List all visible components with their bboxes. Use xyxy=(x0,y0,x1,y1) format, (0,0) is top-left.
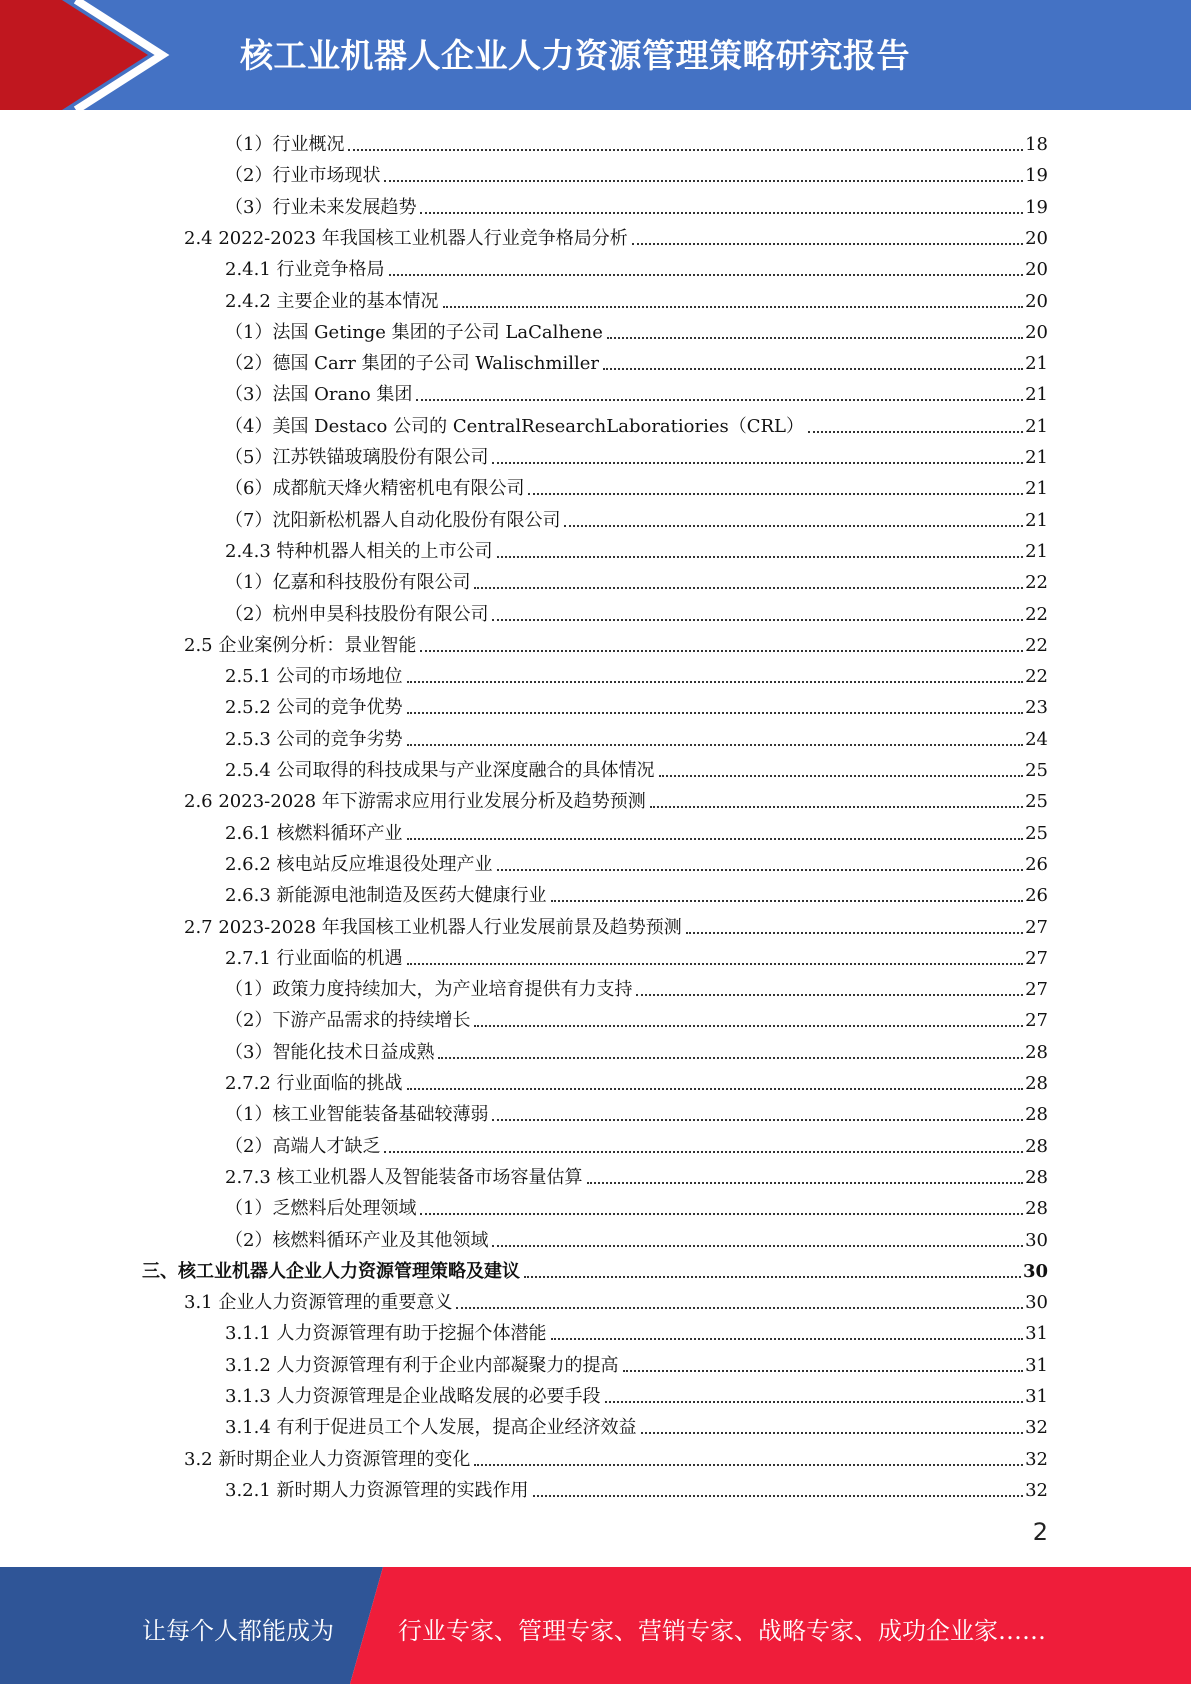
toc-dot-leader xyxy=(474,586,1023,589)
toc-entry-page: 28 xyxy=(1025,1166,1048,1188)
toc-entry-label: 2.4.3 特种机器人相关的上市公司 xyxy=(225,540,493,562)
toc-entry-label: 2.7.1 行业面临的机遇 xyxy=(225,947,403,969)
toc-dot-leader xyxy=(420,1212,1023,1215)
toc-entry-page: 21 xyxy=(1025,540,1048,562)
toc-entry-label: （1）乏燃料后处理领域 xyxy=(225,1198,417,1220)
toc-dot-leader xyxy=(407,680,1024,683)
toc-entry-label: 2.5.1 公司的市场地位 xyxy=(225,666,403,688)
toc-entry-page: 22 xyxy=(1025,666,1048,688)
toc-dot-leader xyxy=(551,1337,1024,1340)
toc-entry-label: （7）沈阳新松机器人自动化股份有限公司 xyxy=(225,509,561,531)
toc-dot-leader xyxy=(587,1181,1024,1184)
toc-entry-label: （3）法国 Orano 集团 xyxy=(225,384,413,406)
toc-entry[interactable] xyxy=(225,1409,1048,1439)
toc-entry-page: 25 xyxy=(1025,822,1048,844)
report-title: 核工业机器人企业人力资源管理策略研究报告 xyxy=(240,36,910,75)
toc-entry-page: 21 xyxy=(1025,353,1048,375)
toc-dot-leader xyxy=(407,1087,1024,1090)
toc-entry-page: 27 xyxy=(1025,916,1048,938)
toc-dot-leader xyxy=(603,367,1023,370)
toc-entry[interactable] xyxy=(184,783,1048,813)
toc-entry[interactable] xyxy=(225,689,1048,719)
toc-dot-leader xyxy=(492,461,1023,464)
toc-entry-label: 2.5.3 公司的竞争劣势 xyxy=(225,728,403,750)
toc-entry-page: 19 xyxy=(1025,165,1048,187)
toc-entry-page: 22 xyxy=(1025,572,1048,594)
toc-entry-label: （2）高端人才缺乏 xyxy=(225,1135,381,1157)
toc-entry-page: 28 xyxy=(1025,1073,1048,1094)
toc-entry-page: 19 xyxy=(1025,196,1048,218)
toc-entry-label: （2）核燃料循环产业及其他领域 xyxy=(225,1229,489,1251)
toc-entry-page: 30 xyxy=(1022,1260,1048,1282)
page-footer xyxy=(0,1567,1191,1684)
toc-entry-page: 20 xyxy=(1025,321,1048,343)
toc-entry-page: 32 xyxy=(1025,1479,1048,1501)
toc-entry[interactable] xyxy=(225,815,1048,845)
toc-entry[interactable] xyxy=(184,1441,1048,1471)
toc-entry[interactable] xyxy=(225,1347,1048,1377)
toc-entry-label: （6）成都航天烽火精密机电有限公司 xyxy=(225,478,525,500)
toc-entry-label: （1）政策力度持续加大，为产业培育提供有力支持 xyxy=(225,979,633,1001)
toc-entry-label: 2.7.3 核工业机器人及智能装备市场容量估算 xyxy=(225,1166,583,1188)
toc-dot-leader xyxy=(407,743,1024,746)
toc-entry[interactable] xyxy=(184,627,1048,657)
toc-entry-page: 22 xyxy=(1025,634,1048,656)
toc-entry[interactable] xyxy=(225,1065,1048,1095)
toc-dot-leader xyxy=(632,242,1023,245)
toc-entry-label: 2.4.1 行业竞争格局 xyxy=(225,259,385,281)
toc-entry-label: （2）杭州申昊科技股份有限公司 xyxy=(225,603,489,625)
toc-entry-label: 2.5.4 公司取得的科技成果与产业深度融合的具体情况 xyxy=(225,760,655,781)
toc-entry-label: 3.2.1 新时期人力资源管理的实践作用 xyxy=(225,1479,529,1501)
toc-entry[interactable] xyxy=(225,1315,1048,1345)
toc-dot-leader xyxy=(497,868,1024,871)
toc-entry[interactable] xyxy=(225,1190,1048,1220)
toc-entry-page: 28 xyxy=(1025,1041,1048,1063)
toc-entry-label: （2）德国 Carr 集团的子公司 Walischmiller xyxy=(225,353,600,375)
toc-dot-leader xyxy=(348,148,1023,151)
toc-entry-label: （3）智能化技术日益成熟 xyxy=(225,1041,435,1063)
toc-entry-label: 2.4 2022-2023 年我国核工业机器人行业竞争格局分析 xyxy=(184,227,628,249)
toc-dot-leader xyxy=(474,1463,1023,1466)
toc-dot-leader xyxy=(456,1306,1023,1309)
toc-entry-label: 2.6.3 新能源电池制造及医药大健康行业 xyxy=(225,885,547,907)
toc-entry-label: 2.7 2023-2028 年我国核工业机器人行业发展前景及趋势预测 xyxy=(184,916,682,938)
toc-dot-leader xyxy=(564,524,1023,527)
toc-entry-label: 2.4.2 主要企业的基本情况 xyxy=(225,290,439,312)
toc-entry-page: 30 xyxy=(1025,1292,1048,1314)
toc-dot-leader xyxy=(641,1431,1024,1434)
toc-entry[interactable] xyxy=(142,1253,1048,1283)
toc-entry-label: 三、核工业机器人企业人力资源管理策略及建议 xyxy=(142,1260,520,1282)
toc-entry[interactable] xyxy=(225,376,1048,406)
toc-entry-label: （1）法国 Getinge 集团的子公司 LaCalhene xyxy=(225,321,603,343)
toc-entry[interactable] xyxy=(184,909,1048,939)
toc-entry[interactable] xyxy=(225,439,1048,469)
toc-entry-label: （5）江苏铁锚玻璃股份有限公司 xyxy=(225,447,489,468)
toc-entry-label: 2.7.2 行业面临的挑战 xyxy=(225,1073,403,1094)
toc-entry[interactable] xyxy=(225,533,1048,563)
toc-dot-leader xyxy=(474,1024,1023,1027)
toc-dot-leader xyxy=(492,1244,1023,1247)
toc-entry-page: 21 xyxy=(1025,415,1048,437)
toc-entry-page: 23 xyxy=(1025,697,1048,719)
page-header xyxy=(0,0,1191,110)
page-number: 2 xyxy=(1032,1518,1048,1546)
toc-entry-label: 2.5.2 公司的竞争优势 xyxy=(225,697,403,719)
toc-entry[interactable] xyxy=(225,1002,1048,1032)
toc-entry-page: 20 xyxy=(1025,259,1048,281)
toc-dot-leader xyxy=(420,211,1023,214)
toc-entry-label: （2）下游产品需求的持续增长 xyxy=(225,1010,471,1032)
toc-entry[interactable] xyxy=(225,1096,1048,1126)
toc-entry[interactable] xyxy=(225,971,1048,1001)
footer-slogan-right: 行业专家、管理专家、营销专家、战略专家、成功企业家…… xyxy=(398,1617,1046,1645)
toc-entry-page: 28 xyxy=(1025,1135,1048,1157)
footer-slogan-left: 让每个人都能成为 xyxy=(142,1617,334,1645)
toc-entry-page: 27 xyxy=(1025,1010,1048,1032)
toc-dot-leader xyxy=(492,618,1023,621)
toc-entry-label: 2.6.2 核电站反应堆退役处理产业 xyxy=(225,853,493,875)
toc-entry[interactable] xyxy=(225,157,1048,187)
toc-dot-leader xyxy=(443,305,1024,308)
toc-dot-leader xyxy=(384,1150,1023,1153)
toc-entry[interactable] xyxy=(225,658,1048,688)
toc-entry-page: 32 xyxy=(1025,1417,1048,1439)
toc-entry-label: （3）行业未来发展趋势 xyxy=(225,196,417,218)
toc-entry[interactable] xyxy=(225,877,1048,907)
toc-dot-leader xyxy=(438,1056,1023,1059)
toc-entry[interactable] xyxy=(225,846,1048,876)
toc-entry-label: 3.1.2 人力资源管理有利于企业内部凝聚力的提高 xyxy=(225,1354,619,1376)
toc-entry-page: 21 xyxy=(1025,478,1048,500)
toc-entry[interactable] xyxy=(225,752,1048,782)
toc-entry-page: 21 xyxy=(1025,447,1048,468)
toc-dot-leader xyxy=(492,1118,1023,1121)
toc-entry-page: 28 xyxy=(1025,1104,1048,1126)
toc-entry-label: 2.6 2023-2028 年下游需求应用行业发展分析及趋势预测 xyxy=(184,791,646,813)
toc-entry-page: 21 xyxy=(1025,509,1048,531)
toc-entry-page: 26 xyxy=(1025,853,1048,875)
toc-entry[interactable] xyxy=(225,1159,1048,1189)
toc-entry-page: 31 xyxy=(1025,1386,1048,1407)
toc-dot-leader xyxy=(533,1494,1024,1497)
toc-dot-leader xyxy=(497,555,1024,558)
toc-dot-leader xyxy=(420,649,1023,652)
toc-dot-leader xyxy=(407,711,1024,714)
toc-entry-label: 3.1 企业人力资源管理的重要意义 xyxy=(184,1292,453,1314)
toc-entry-page: 27 xyxy=(1025,979,1048,1001)
toc-entry-label: 2.5 企业案例分析：景业智能 xyxy=(184,634,417,656)
toc-entry[interactable] xyxy=(225,1128,1048,1158)
toc-dot-leader xyxy=(551,899,1024,902)
toc-entry[interactable] xyxy=(225,470,1048,500)
toc-entry-page: 30 xyxy=(1025,1229,1048,1251)
toc-dot-leader xyxy=(407,837,1024,840)
toc-dot-leader xyxy=(384,179,1023,182)
toc-entry[interactable] xyxy=(225,721,1048,751)
toc-dot-leader xyxy=(808,430,1023,433)
toc-entry-page: 28 xyxy=(1025,1198,1048,1220)
toc-entry[interactable] xyxy=(225,940,1048,970)
toc-entry-page: 26 xyxy=(1025,885,1048,907)
toc-entry-label: 3.1.4 有利于促进员工个人发展，提高企业经济效益 xyxy=(225,1417,637,1439)
toc-dot-leader xyxy=(407,962,1024,965)
toc-entry[interactable] xyxy=(225,314,1048,344)
toc-dot-leader xyxy=(416,398,1023,401)
toc-dot-leader xyxy=(659,774,1024,777)
toc-entry-label: （2）行业市场现状 xyxy=(225,165,381,187)
toc-entry-page: 18 xyxy=(1025,134,1048,155)
toc-entry-label: 3.1.3 人力资源管理是企业战略发展的必要手段 xyxy=(225,1386,601,1407)
toc-entry-page: 25 xyxy=(1025,791,1048,813)
toc-dot-leader xyxy=(528,492,1023,495)
toc-entry[interactable] xyxy=(225,251,1048,281)
toc-entry[interactable] xyxy=(184,1284,1048,1314)
toc-entry-label: 3.2 新时期企业人力资源管理的变化 xyxy=(184,1448,471,1470)
toc-entry-page: 21 xyxy=(1025,384,1048,406)
toc-entry[interactable] xyxy=(225,126,1048,156)
toc-entry-page: 20 xyxy=(1025,290,1048,312)
toc-dot-leader xyxy=(650,805,1023,808)
toc-dot-leader xyxy=(524,1275,1021,1278)
toc-entry-page: 32 xyxy=(1025,1448,1048,1470)
toc-entry-page: 22 xyxy=(1025,603,1048,625)
toc-entry[interactable] xyxy=(225,408,1048,438)
toc-entry-page: 31 xyxy=(1025,1354,1048,1376)
toc-dot-leader xyxy=(389,273,1024,276)
toc-entry-label: （4）美国 Destaco 公司的 CentralResearchLaboratiories（CRL） xyxy=(225,415,805,437)
toc-entry-page: 25 xyxy=(1025,760,1048,781)
toc-dot-leader xyxy=(623,1369,1024,1372)
toc-entry[interactable] xyxy=(225,564,1048,594)
toc-entry-label: 2.6.1 核燃料循环产业 xyxy=(225,822,403,844)
toc-entry-label: （1）亿嘉和科技股份有限公司 xyxy=(225,572,471,594)
toc-entry-label: （1）行业概况 xyxy=(225,134,345,155)
toc-dot-leader xyxy=(607,336,1023,339)
toc-entry-label: 3.1.1 人力资源管理有助于挖掘个体潜能 xyxy=(225,1323,547,1345)
toc-entry[interactable] xyxy=(225,502,1048,532)
toc-entry[interactable] xyxy=(225,1034,1048,1064)
toc-entry[interactable] xyxy=(225,189,1048,219)
toc-entry[interactable] xyxy=(225,1378,1048,1408)
toc-entry-page: 24 xyxy=(1025,728,1048,750)
toc-entry[interactable] xyxy=(184,220,1048,250)
toc-entry[interactable] xyxy=(225,596,1048,626)
toc-entry-page: 31 xyxy=(1025,1323,1048,1345)
toc-entry[interactable] xyxy=(225,283,1048,313)
toc-dot-leader xyxy=(686,931,1023,934)
toc-entry-page: 27 xyxy=(1025,947,1048,969)
toc-entry[interactable] xyxy=(225,1472,1048,1502)
toc-entry-label: （1）核工业智能装备基础较薄弱 xyxy=(225,1104,489,1126)
toc-dot-leader xyxy=(636,993,1023,996)
toc-dot-leader xyxy=(605,1400,1024,1403)
toc-entry[interactable] xyxy=(225,1222,1048,1252)
toc-entry-page: 20 xyxy=(1025,227,1048,249)
toc-entry[interactable] xyxy=(225,345,1048,375)
